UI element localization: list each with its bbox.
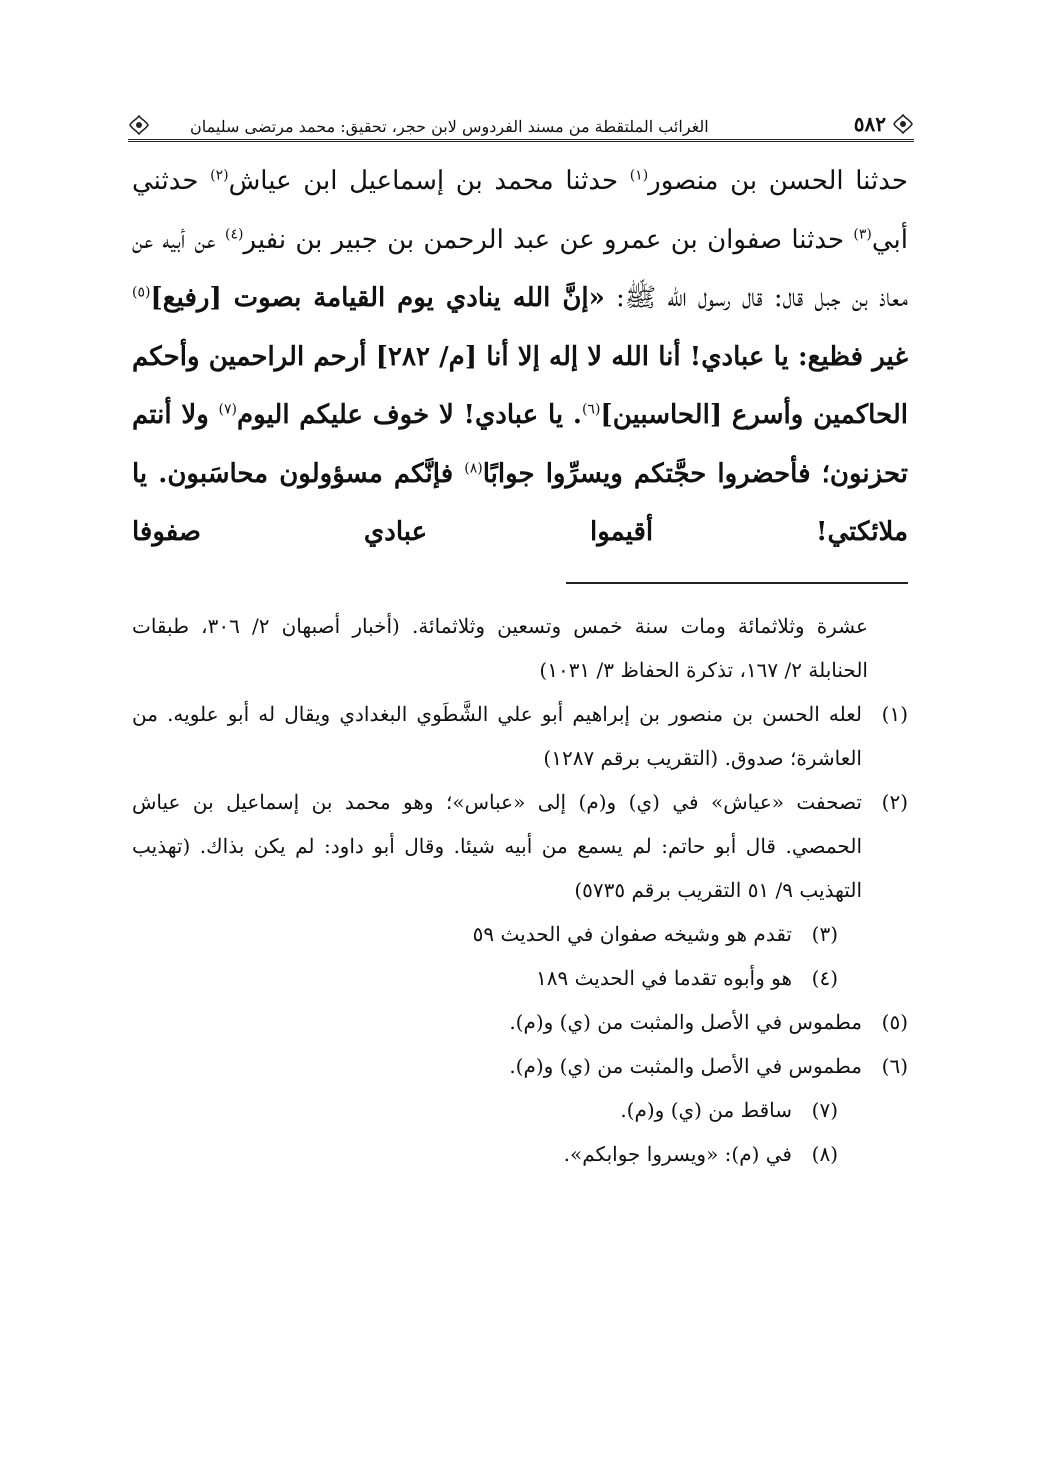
footnote-ref: (٣)	[853, 225, 872, 242]
page-number: ٥٨٢	[853, 112, 886, 136]
footnote-item	[132, 692, 908, 780]
footnote-text: هو وأبوه تقدما في الحديث ١٨٩	[536, 966, 792, 990]
footnote-ref: (٤)	[225, 225, 244, 242]
footnote-separator	[566, 582, 908, 584]
footnote-text: لعله الحسن بن منصور بن إبراهيم أبو علي الشَّطَوي البغدادي ويقال له أبو علويه. من العاشرة؛ صدوق. (التقريب برقم ١٢٨٧)	[132, 702, 862, 770]
matn-text: فإنَّكم مسؤولون محاسَبون. يا ملائكتي! أقيموا عبادي صفوفا	[132, 458, 908, 547]
footnote-text: تصحفت «عياش» في (ي) و(م) إلى «عباس»؛ وهو محمد بن إسماعيل بن عياش الحمصي. قال أبو حاتم: لم يسمع من أبيه شيئا. وقال أبو داود: لم يكن بذاك. (تهذيب التهذيب ٩/ ٥١ التقريب برقم ٥٧٣٥)	[132, 790, 862, 902]
footnote-item	[132, 780, 908, 912]
matn-text: ولا أنتم تحزنون؛ فأحضروا حجَّتكم ويسرِّوا جوابًا	[132, 400, 908, 489]
matn-text: . يا عبادي! لا خوف عليكم اليوم	[237, 400, 582, 430]
footnote-continuation: عشرة وثلاثمائة ومات سنة خمس وتسعين وثلاثمائة. (أخبار أصبهان ٢/ ٣٠٦، طبقات الحنابلة ٢/ ١٦٧، تذكرة الحفاظ ٣/ ١٠٣١)	[132, 614, 868, 682]
chain-text: حدثنا الحسن بن منصور	[648, 166, 908, 196]
footnote-text: مطموس في الأصل والمثبت من (ي) و(م).	[509, 1010, 862, 1034]
footnote-number: (٨)	[811, 1142, 838, 1166]
footnote-number: (٢)	[881, 790, 908, 814]
running-header	[128, 100, 914, 140]
footnote-item	[132, 1044, 908, 1088]
footnote-ref: (٨)	[464, 459, 483, 476]
footnote-item	[132, 1000, 908, 1044]
footnote-number: (٤)	[811, 966, 838, 990]
footnote-item	[132, 956, 908, 1000]
hadith-text	[132, 152, 908, 562]
ornament-icon	[892, 113, 914, 135]
footnote-text: ساقط من (ي) و(م).	[620, 1098, 792, 1122]
footnote-item	[132, 1132, 908, 1176]
matn-text: غير فظيع: يا عبادي! أنا الله لا إله إلا أنا [م/ ٢٨٢] أرحم الراحمين وأحكم الحاكمين وأسرع [الحاسبين]	[132, 341, 908, 430]
chain-text: حدثني أبي	[132, 166, 908, 255]
footnote-text: تقدم هو وشيخه صفوان في الحديث ٥٩	[472, 922, 792, 946]
chain-text: حدثنا صفوان بن عمرو عن عبد الرحمن بن جبير بن نفير	[243, 224, 854, 255]
footnote-number: (٣)	[811, 922, 838, 946]
footnote-number: (١)	[881, 702, 908, 726]
running-title: الغرائب الملتقطة من مسند الفردوس لابن حجر، تحقيق: محمد مرتضى سليمان	[190, 117, 709, 136]
footnote-text: في (م): «ويسروا جوابكم».	[563, 1142, 792, 1166]
footnote-item	[132, 1088, 908, 1132]
footnotes	[132, 604, 908, 1176]
footnote-ref: (٦)	[581, 401, 601, 418]
chain-text: عن أبيه عن معاذ بن جبل قال: قال رسول الله ﷺ:	[132, 224, 908, 313]
ornament-icon	[128, 114, 150, 136]
page-number-group	[854, 112, 914, 136]
chain-text: حدثنا محمد بن إسماعيل ابن عياش	[228, 166, 630, 196]
matn-text: «إنَّ الله ينادي يوم القيامة بصوت [رفيع]	[150, 283, 605, 313]
footnote-item	[132, 912, 908, 956]
footnote-number: (٧)	[811, 1098, 838, 1122]
footnote-number: (٦)	[881, 1054, 908, 1078]
footnote-ref: (٧)	[218, 401, 238, 418]
footnote-number: (٥)	[881, 1010, 908, 1034]
header-rule	[128, 139, 914, 142]
footnote-ref: (٥)	[132, 284, 151, 301]
footnote-text: مطموس في الأصل والمثبت من (ي) و(م).	[509, 1054, 862, 1078]
footnote-ref: (٢)	[210, 167, 229, 184]
footnote-ref: (١)	[629, 167, 649, 184]
